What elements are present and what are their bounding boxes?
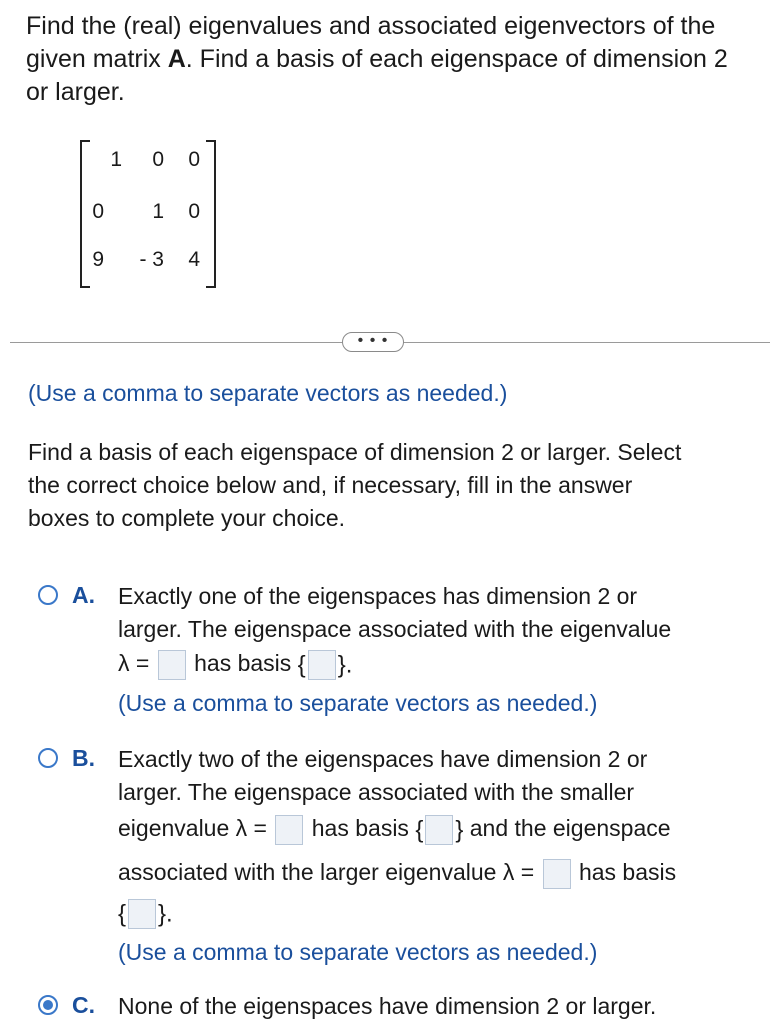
prompt-line-2-pre: given matrix bbox=[26, 45, 168, 73]
prompt-line-2 bbox=[26, 43, 766, 76]
choice-b-brace-close: } bbox=[455, 816, 464, 844]
choice-b-has-basis-2: has basis bbox=[578, 859, 677, 885]
instructions-line-1: Find a basis of each eigenspace of dimension 2 or larger. Select bbox=[28, 439, 682, 465]
choice-b-smaller-eigenvalue-text: eigenvalue λ = bbox=[118, 815, 267, 841]
comma-hint: (Use a comma to separate vectors as needed.) bbox=[28, 380, 508, 406]
matrix-cell-r1c1: 1 bbox=[110, 148, 122, 171]
choice-b-line-1: Exactly two of the eigenspaces have dimension 2 or bbox=[118, 746, 648, 772]
choice-b-smaller-basis-input[interactable] bbox=[425, 815, 453, 845]
choice-b-larger-eigenvalue-text: associated with the larger eigenvalue λ = bbox=[118, 859, 535, 885]
choice-a-brace-close: }. bbox=[337, 651, 353, 679]
matrix-right-bracket bbox=[206, 140, 216, 288]
choice-b-brace-open-2: { bbox=[118, 900, 127, 928]
choice-c-radio-selected[interactable] bbox=[38, 995, 58, 1015]
problem-prompt bbox=[26, 10, 766, 109]
matrix-cell-r2c2: 1 bbox=[152, 200, 164, 223]
choice-b-smaller-eigenvalue-input[interactable] bbox=[275, 815, 303, 845]
matrix-symbol: A bbox=[167, 45, 186, 73]
choice-b-line-4 bbox=[118, 856, 676, 889]
choice-b-line-5 bbox=[118, 896, 173, 930]
prompt-line-3: or larger. bbox=[26, 78, 125, 106]
choice-a-hint: (Use a comma to separate vectors as needed.) bbox=[118, 690, 598, 716]
matrix-a bbox=[80, 140, 216, 288]
choice-b-line-2: larger. The eigenspace associated with the smaller bbox=[118, 779, 635, 805]
choice-a-line-2: larger. The eigenspace associated with the eigenvalue bbox=[118, 616, 672, 642]
choice-b-radio[interactable] bbox=[38, 748, 58, 768]
choice-b-larger-eigenvalue-input[interactable] bbox=[543, 859, 571, 889]
prompt-line-1: Find the (real) eigenvalues and associated eigenvectors of the bbox=[26, 12, 716, 40]
choice-a-line-1: Exactly one of the eigenspaces has dimension 2 or bbox=[118, 583, 638, 609]
matrix-cell-r2c1: 0 bbox=[92, 200, 104, 223]
choice-b-larger-basis-input[interactable] bbox=[128, 899, 156, 929]
choice-a-lambda: λ = bbox=[118, 650, 150, 676]
choice-a-label: A. bbox=[72, 582, 95, 608]
choice-b-has-basis: has basis bbox=[311, 815, 409, 841]
choice-b-hint: (Use a comma to separate vectors as needed.) bbox=[118, 939, 598, 965]
choice-a-line-3 bbox=[118, 647, 352, 681]
choice-a-radio[interactable] bbox=[38, 585, 58, 605]
choice-b-brace-open: { bbox=[415, 816, 424, 844]
matrix-cell-r3c3: 4 bbox=[188, 248, 200, 271]
matrix-cell-r1c2: 0 bbox=[152, 148, 164, 171]
matrix-cell-r2c3: 0 bbox=[188, 200, 200, 223]
choice-b-line-3 bbox=[118, 812, 671, 846]
prompt-line-2-post: . Find a basis of each eigenspace of dimension 2 bbox=[185, 45, 728, 73]
choice-a-brace-open: { bbox=[297, 651, 306, 679]
choice-a-eigenvalue-input[interactable] bbox=[158, 650, 186, 680]
choice-a-has-basis: has basis bbox=[194, 650, 292, 676]
choice-b-brace-close-2: }. bbox=[158, 900, 173, 928]
choice-b-label: B. bbox=[72, 745, 95, 771]
matrix-cell-r3c2: - 3 bbox=[139, 248, 164, 271]
choice-c-label: C. bbox=[72, 992, 95, 1018]
instructions-line-3: boxes to complete your choice. bbox=[28, 505, 346, 531]
instructions bbox=[28, 436, 768, 535]
matrix-cell-r1c3: 0 bbox=[188, 148, 200, 171]
show-more-button[interactable]: • • • bbox=[342, 332, 404, 352]
matrix-cell-r3c1: 9 bbox=[92, 248, 104, 271]
choice-b-and-text: and the eigenspace bbox=[469, 815, 671, 841]
instructions-line-2: the correct choice below and, if necessary, fill in the answer bbox=[28, 472, 633, 498]
choice-a-basis-input[interactable] bbox=[308, 650, 336, 680]
choice-c-text: None of the eigenspaces have dimension 2 or larger. bbox=[118, 993, 657, 1019]
